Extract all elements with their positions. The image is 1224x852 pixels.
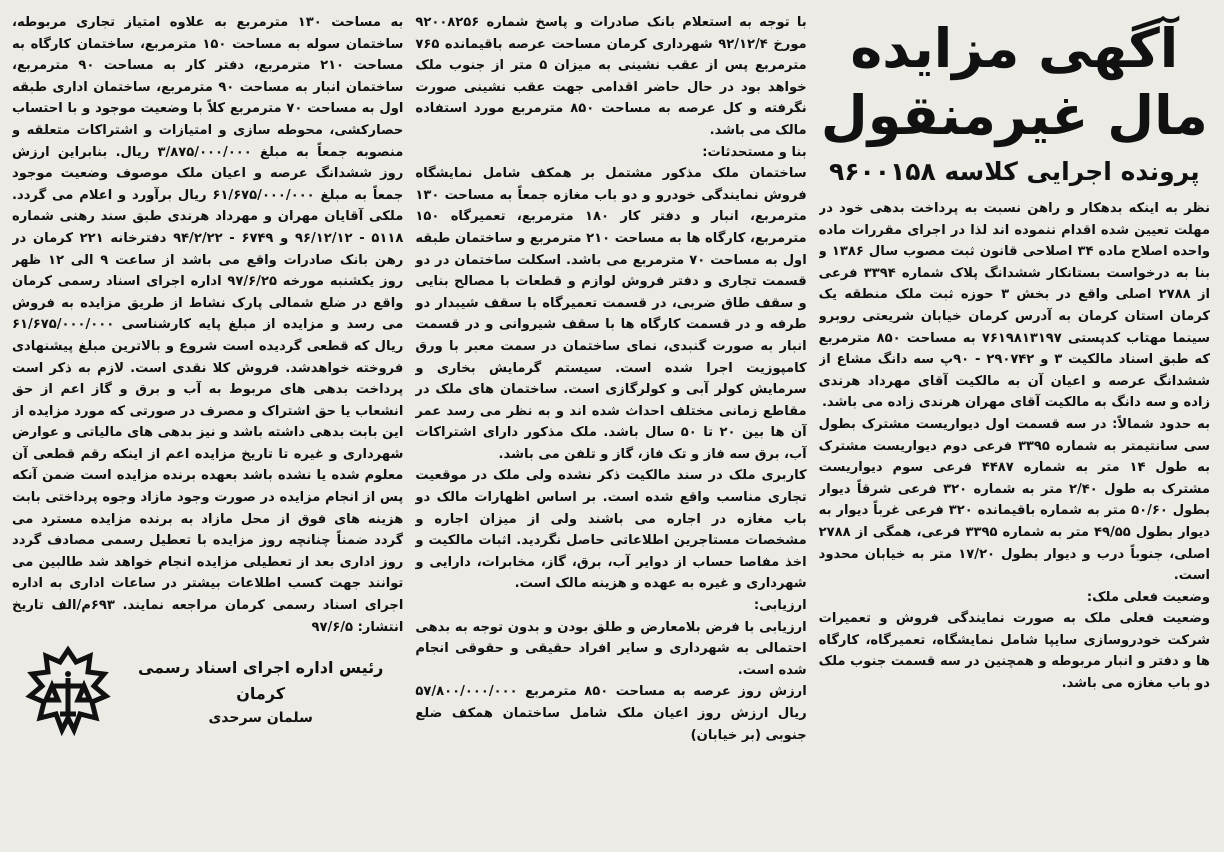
paragraph-bank-inquiry: با توجه به استعلام بانک صادرات و پاسخ شماره ۹۲۰۰۸۲۵۶ مورخ ۹۲/۱۲/۴ شهرداری کرمان مساحت عرصه باقیمانده ۷۶۵ مترمربع پس از عقب نشینی به میزان ۵ متر از جنوب ملک خواهد بود در حال حاضر اقدامی جهت عقب نشینی صورت نگرفته و کل عرصه به مساحت ۸۵۰ مترمربع مورد استفاده مالک می باشد. <box>415 15 807 138</box>
paragraph-usage: کاربری ملک در سند مالکیت ذکر نشده ولی ملک در موقعیت تجاری مناسب واقع شده است. بر اساس اظهارات مالک دو باب مغازه در اجاره می باشند ولی از میزان اجاره و مشخصات مستاجرین اطلاعاتی حاصل نگردید. اثبات مالکیت و اخذ مفاصا حساب از دوایر آب، برق، گاز، مخابرات، دارایی و شهرداری و غیره به عهده و هزینه مالک است. <box>415 468 807 592</box>
paragraph-appraisal: ارزیابی با فرض بلامعارض و طلق بودن و بدون توجه به بدهی احتمالی به شهرداری و سایر افراد حقیقی و حقوقی انجام شده است. <box>415 619 807 678</box>
column-right <box>819 12 1210 842</box>
paragraph-buildings: ساختمان ملک مذکور مشتمل بر همکف شامل نمایشگاه فروش نمایندگی خودرو و دو باب مغازه جمعاً به مساحت ۱۳۰ مترمربع، انبار و دفتر کار ۱۸۰ مترمربع، تعمیرگاه ۱۵۰ مترمربع، کارگاه ها به مساحت ۲۱۰ مترمربع و ساختمان طبقه اول به مساحت ۷۰ مترمربع می باشد. اسکلت ساختمان در دو قسمت تجاری و دفتر فروش لوازم و قطعات با مصالح بنایی و سقف طاق ضربی، در قسمت تعمیرگاه با سقف شیبدار دو طرفه و در قسمت کارگاه ها با سقف شیروانی و در قسمت انبار به صورت گنبدی، نمای ساختمان در سمت معبر با ورق کامپوزیت اجرا شده است. سیستم گرمایش بخاری و سرمایش کولر آبی و کولرگازی است. ساختمان های ملک در مقاطع زمانی مختلف احداث شده اند و به نظر می رسد عمر آن ها بین ۲۰ تا ۵۰ سال باشد. ملک مذکور دارای اشتراکات آب، برق سه فاز و تک فاز، گاز و تلفن می باشد. <box>415 166 807 462</box>
paragraph-current-status: وضعیت فعلی ملک به صورت نمایندگی فروش و تعمیرات شرکت خودروسازی سایپا شامل نمایشگاه، تعمیرگاه، کارگاه ها و دفتر و انبار مربوطه و همچنین در سه قسمت جنوب ملک دو باب مغازه می باشد. <box>818 611 1210 692</box>
case-file-number: پرونده اجرایی کلاسه ۹۶۰۰۱۵۸ <box>829 157 1200 186</box>
paragraph-boundaries: به حدود شمالاً: در سه قسمت اول دیواریست مشترک بطول سی سانتیمتر به شماره ۳۳۹۵ فرعی دوم دیواریست مشترک به طول ۱۴ متر به شماره ۴۴۸۷ فرعی سوم دیواریست مشترک به طول ۲/۴۰ متر به شماره ۳۲۰ فرعی شرقاً دیوار بطول ۵۰/۶۰ متر به شماره باقیمانده ۳۲۰ فرعی غرباً دیوار به دیوار بطول ۴۹/۵۵ متر به شماره ۳۳۹۵ فرعی، همگی از ۲۷۸۸ اصلی، جنوباً درب و دیوار بطول ۱۷/۲۰ متر به خیابان محدود است. <box>818 416 1210 584</box>
signature-block <box>12 642 403 742</box>
column-middle <box>415 12 806 842</box>
signature-text <box>118 655 403 729</box>
heading-current-status: وضعیت فعلی ملک: <box>1086 589 1210 605</box>
notice-title: آگهی مزایده <box>850 17 1179 80</box>
paragraph-intro: نظر به اینکه بدهکار و راهن نسبت به پرداخت بدهی خود در مهلت تعیین شده اقدام ننموده اند لذا در اجرای مقررات ماده واحده اصلاح ماده ۳۴ اصلاحی قانون ثبت مصوب سال ۱۳۸۶ و بنا به درخواست بستانکار ششدانگ پلاک شماره ۳۳۹۴ فرعی از ۲۷۸۸ اصلی واقع در بخش ۳ حوزه ثبت ملک منطقه یک کرمان استان کرمان به آدرس کرمان خیابان شریعتی روبرو سینما مهتاب کدپستی ۷۶۱۹۸۱۳۱۹۷ به مساحت ۸۵۰ مترمربع که طبق اسناد مالکیت ۳ و ۲۹۰۷۴۲ - ۹۰پ سه دانگ مشاع از ششدانگ عرصه و اعیان آن به مالکیت آقای مهرداد هرندی زاده و سه دانگ به مالکیت آقای مهران هرندی زاده می باشد. <box>818 201 1210 411</box>
heading-buildings: بنا و مستحدثات: <box>702 144 807 160</box>
heading-appraisal: ارزیابی: <box>753 598 807 614</box>
signature-title: رئیس اداره اجرای اسناد رسمی کرمان <box>137 658 384 704</box>
registry-emblem-icon <box>18 642 118 742</box>
notice-subtitle: مال غیرمنقول <box>820 84 1208 147</box>
column-left <box>12 12 403 842</box>
paragraph-valuation-and-terms: به مساحت ۱۳۰ مترمربع به علاوه امتیاز تجاری مربوطه، ساختمان سوله به مساحت ۱۵۰ مترمربع، ساختمان کارگاه به مساحت ۲۱۰ مترمربع، دفتر کار به مساحت ۹۰ مترمربع، ساختمان انبار به مساحت ۹۰ مترمربع، ساختمان اداری طبقه اول به مساحت ۷۰ مترمربع کلاً با وضعیت موجود و با احتساب حصارکشی، محوطه سازی و امتیازات و اشتراکات متعلقه و منصوبه جمعاً به مبلغ ۳/۸۷۵/۰۰۰/۰۰۰ ریال. بنابراین ارزش روز ششدانگ عرصه و اعیان ملک موصوف وضعیت موجود جمعاً به مبلغ ۶۱/۶۷۵/۰۰۰/۰۰۰ ریال برآورد و اعلام می گردد. ملکی آقایان مهران و مهرداد هرندی طبق سند رهنی شماره ۵۱۱۸ - ۹۶/۱۲/۱۲ و ۶۷۴۹ - ۹۴/۲/۲۲ دفترخانه ۲۲۱ کرمان در رهن بانک صادرات واقع می باشد از ساعت ۹ الی ۱۲ ظهر روز یکشنبه مورخه ۹۷/۶/۲۵ اداره اجرای اسناد رسمی کرمان واقع در ضلع شمالی پارک نشاط از طریق مزایده به فروش می رسد و مزایده از مبلغ پایه کارشناسی ۶۱/۶۷۵/۰۰۰/۰۰۰ ریال که قطعی گردیده است شروع و بالاترین مبلغ پیشنهادی فروخته خواهدشد. فروش کلا نقدی است. لازم به ذکر است پرداخت بدهی های مربوط به آب و برق و گاز اعم از حق انشعاب یا حق اشتراک و مصرف در صورتی که مورد مزایده از این بابت بدهی داشته باشد و نیز بدهی های مالیاتی و عوارض شهرداری و غیره تا تاریخ مزایده اعم از اینکه رقم قطعی آن معلوم شده یا نشده باشد بعهده برنده مزایده است ضمن آنکه پس از انجام مزایده در صورت وجود مازاد وجوه پرداختی بابت هزینه های فوق از محل مازاد به برنده مزایده مسترد می گردد ضمناً چنانچه روز مزایده با تعطیل رسمی مصادف گردد روز اداری بعد از تعطیلی مزایده انجام خواهد شد طالبین می توانند جهت کسب اطلاعات بیشتر در ساعات اداری به اداره اجرای اسناد رسمی کرمان مراجعه نمایند. ۶۹۳م/الف تاریخ انتشار: ۹۷/۶/۵ <box>12 15 404 635</box>
signature-name: سلمان سرحدی <box>208 710 313 727</box>
paragraph-land-value: ارزش روز عرصه به مساحت ۸۵۰ مترمربع ۵۷/۸۰۰/۰۰۰/۰۰۰ ریال ارزش روز اعیان ملک شامل ساختمان همکف ضلع جنوبی (بر خیابان) <box>415 684 807 743</box>
